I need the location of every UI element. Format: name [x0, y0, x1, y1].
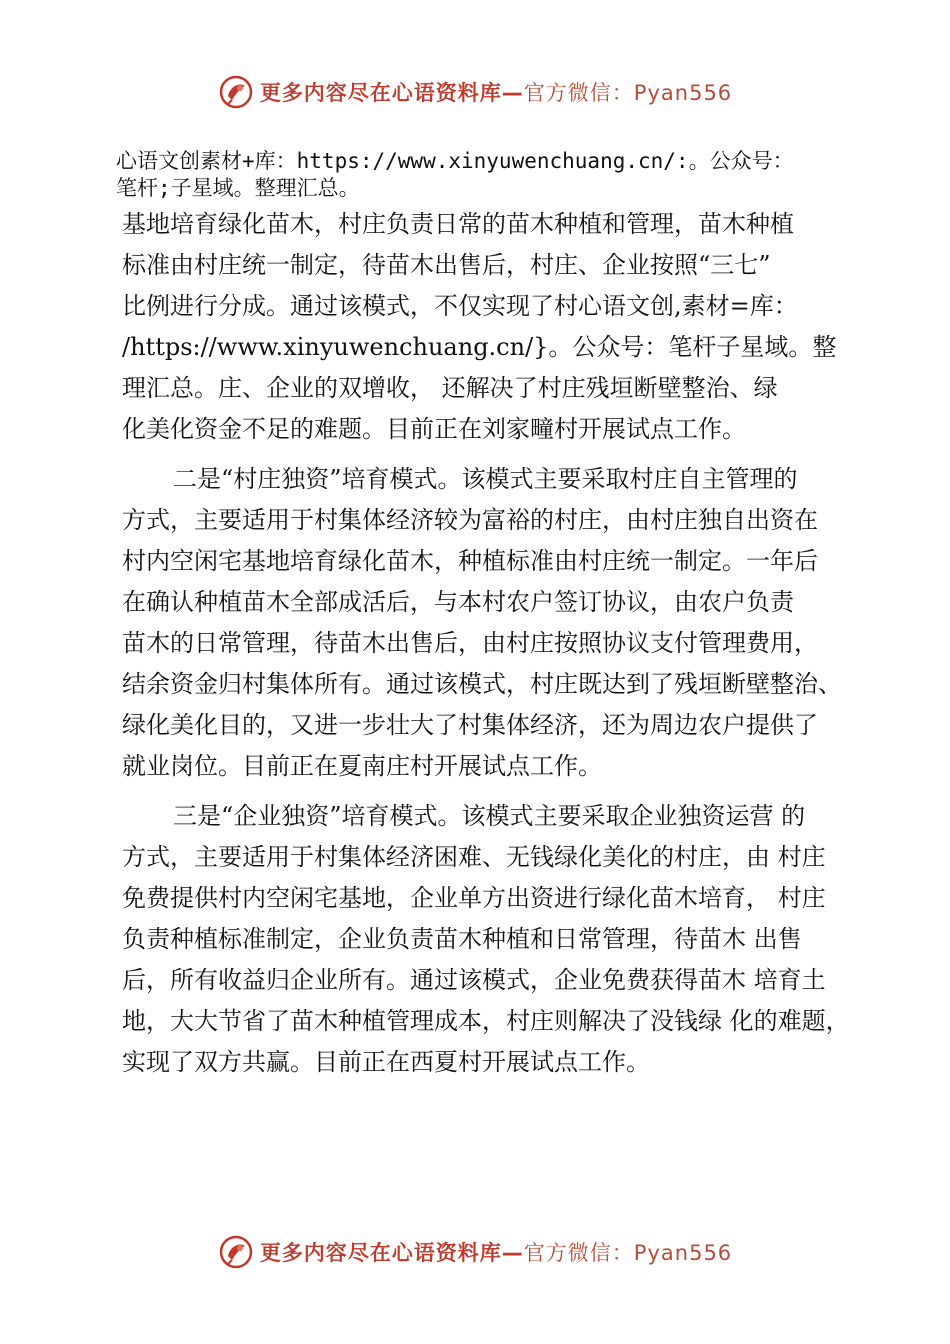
paragraph-line: 方式，主要适用于村集体经济较为富裕的村庄，由村庄独自出资在 — [122, 506, 818, 534]
top-banner — [0, 70, 950, 114]
header-note-line-1: 心语文创素材+库：https://www.xinyuwenchuang.cn/:。公众号： — [116, 149, 794, 173]
rose-logo-icon — [218, 74, 254, 110]
paragraph-line: 方式，主要适用于村集体经济困难、无钱绿化美化的村庄，由 村庄 — [122, 843, 826, 871]
paragraph-line: 三是“企业独资”培育模式。该模式主要采取企业独资运营 的 — [173, 802, 806, 830]
bottom-banner — [0, 1230, 950, 1274]
paragraph-line: 苗木的日常管理，待苗木出售后，由村庄按照协议支付管理费用， — [122, 629, 818, 657]
document-body — [122, 204, 848, 1083]
paragraph-line: 地，大大节省了苗木种植管理成本，村庄则解决了没钱绿 化的难题， — [122, 1007, 850, 1035]
paragraph-1 — [122, 204, 848, 450]
paragraph-line: 免费提供村内空闲宅基地，企业单方出资进行绿化苗木培育， 村庄 — [122, 884, 826, 912]
paragraph-line: 基地培育绿化苗木，村庄负责日常的苗木种植和管理，苗木种植 — [122, 210, 794, 238]
paragraph-line: 绿化美化目的，又进一步壮大了村集体经济，还为周边农户提供了 — [122, 711, 818, 739]
paragraph-3 — [122, 796, 848, 1083]
banner-wechat: 官方微信：Pyan556 — [523, 1241, 733, 1265]
paragraph-line: 结余资金归村集体所有。通过该模式，村庄既达到了残垣断壁整治、 — [122, 670, 842, 698]
paragraph-line: 就业岗位。目前正在夏南庄村开展试点工作。 — [122, 752, 602, 780]
paragraph-line: 理汇总。庄、企业的双增收， 还解决了村庄残垣断壁整治、绿 — [122, 374, 778, 402]
paragraph-line: 化美化资金不足的难题。目前正在刘家疃村开展试点工作。 — [122, 415, 746, 443]
paragraph-line: 二是“村庄独资”培育模式。该模式主要采取村庄自主管理的 — [173, 465, 798, 493]
paragraph-line: 负责种植标准制定，企业负责苗木种植和日常管理，待苗木 出售 — [122, 925, 802, 953]
header-note-line-2: 笔杆;子星域。整理汇总。 — [116, 176, 360, 200]
banner-text: 更多内容尽在心语资料库— — [259, 1241, 524, 1265]
header-note — [116, 148, 846, 202]
paragraph-line: 比例进行分成。通过该模式，不仅实现了村心语文创,素材=库： — [122, 292, 798, 320]
paragraph-line: /https://www.xinyuwenchuang.cn/}。公众号：笔杆子星域。整 — [122, 333, 837, 361]
paragraph-line: 后，所有收益归企业所有。通过该模式，企业免费获得苗木 培育土 — [122, 966, 826, 994]
paragraph-line: 实现了双方共赢。目前正在西夏村开展试点工作。 — [122, 1048, 650, 1076]
rose-logo-icon — [218, 1234, 254, 1270]
paragraph-line: 村内空闲宅基地培育绿化苗木，种植标准由村庄统一制定。一年后 — [122, 547, 818, 575]
paragraph-2 — [122, 459, 848, 787]
banner-wechat: 官方微信：Pyan556 — [523, 81, 733, 105]
banner-text: 更多内容尽在心语资料库— — [259, 81, 524, 105]
paragraph-line: 在确认种植苗木全部成活后，与本村农户签订协议，由农户负责 — [122, 588, 794, 616]
paragraph-line: 标准由村庄统一制定，待苗木出售后，村庄、企业按照“三七” — [122, 251, 771, 279]
